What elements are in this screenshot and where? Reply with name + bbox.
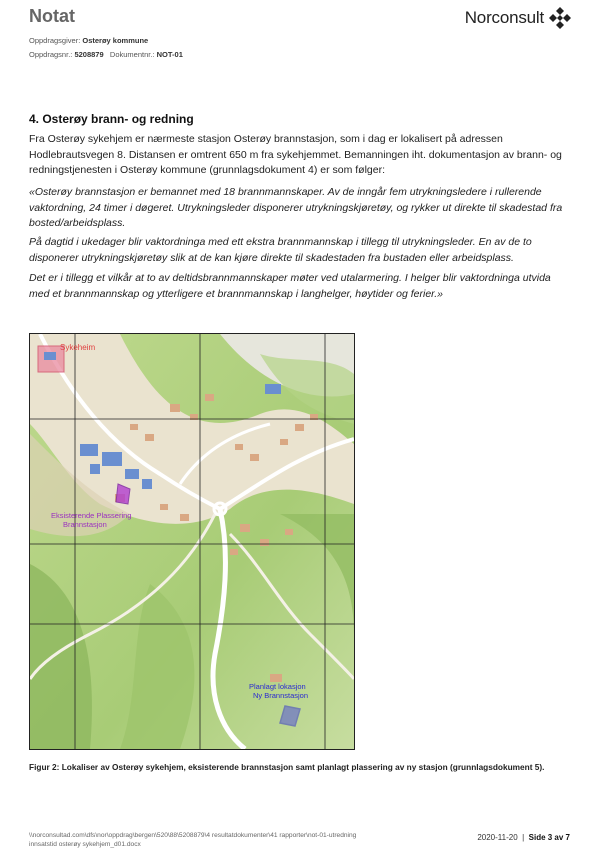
footer-path-line1: \\norconsultad.com\dfs\nor\oppdrag\bergen\520\88\5208879\4 resultatdokumenter\41 rapporter\not-01-utredning <box>29 832 357 839</box>
client-label: Oppdragsgiver: <box>29 36 81 45</box>
quote-paragraph-3: Det er i tillegg et vilkår at to av deltidsbrannmannskaper møter ved utalarmering. I helger blir vaktordninga utvida med et brannmannskap og ytterligere et brannmannskap i langhelger, høytider og ferier.» <box>29 272 551 300</box>
client-line <box>29 36 148 45</box>
figure-caption: Figur 2: Lokaliser av Osterøy sykehjem, eksisterende brannstasjon samt planlagt plassering av ny stasjon (grunnlagsdokument 5). <box>29 762 545 772</box>
quote-paragraph-2: På dagtid i ukedager blir vaktordninga med ett ekstra brannmannskap i tillegg til utrykningsleder. En av de to disponerer utrykningskjøretøy slik at de kan kjøre direkte til skadestaden fra bustaden eller arbeidsplass. <box>29 236 532 264</box>
footer-date: 2020-11-20 <box>477 833 518 842</box>
logo-diamonds-icon <box>548 6 572 30</box>
footer-separator: | <box>522 833 525 842</box>
project-no-label: Oppdragsnr.: <box>29 50 73 59</box>
footer-page-number: Side 3 av 7 <box>528 833 570 842</box>
map-label-planned-line2: Ny Brannstasjon <box>253 691 309 700</box>
section-heading: 4. Osterøy brann- og redning <box>29 112 194 126</box>
map-label-sykehjem: Sykeheim <box>60 343 96 352</box>
doc-no-value: NOT-01 <box>156 50 183 59</box>
map-label-existing-station <box>51 511 131 529</box>
map-label-planned-station <box>249 682 308 700</box>
location-map <box>29 333 355 750</box>
norconsult-logo <box>465 6 572 30</box>
project-line <box>29 50 183 59</box>
footer-path-line2: innsatstid osterøy sykehjem_d01.docx <box>29 840 141 848</box>
quote-paragraph-1: «Osterøy brannstasjon er bemannet med 18 brannmannskaper. Av de inngår fem utrykningsledere i rullerende vaktordning, 24 timer i døgeret. Utrykningsleder disponerer utrykningskjøretøy, og rykker ut direkte til skadestad fra bosted/arbeidsplass. <box>29 186 563 229</box>
paragraph-intro: Fra Osterøy sykehjem er nærmeste stasjon Osterøy brannstasjon, som i dag er lokalisert på adressen Hodlebrautsvegen 8. Distansen er omtrent 650 m fra sykehjemmet. Bemanningen iht. dokumentasjon av brann- og redningstjenesten i Osterøy kommune (grunnlagsdokument 4) er som følger: <box>29 133 562 176</box>
client-value: Osterøy kommune <box>82 36 149 45</box>
project-no-value: 5208879 <box>74 50 104 59</box>
map-label-existing-line1: Eksisterende Plassering <box>51 511 132 520</box>
logo-text: Norconsult <box>464 8 544 27</box>
map-label-planned-line1: Planlagt lokasjon <box>249 682 306 691</box>
footer-file-path <box>29 832 429 849</box>
footer-page-info <box>477 833 570 842</box>
doc-no-label: Dokumentnr.: <box>109 50 155 59</box>
document-title: Notat <box>29 6 75 26</box>
map-label-existing-line2: Brannstasjon <box>63 520 107 529</box>
